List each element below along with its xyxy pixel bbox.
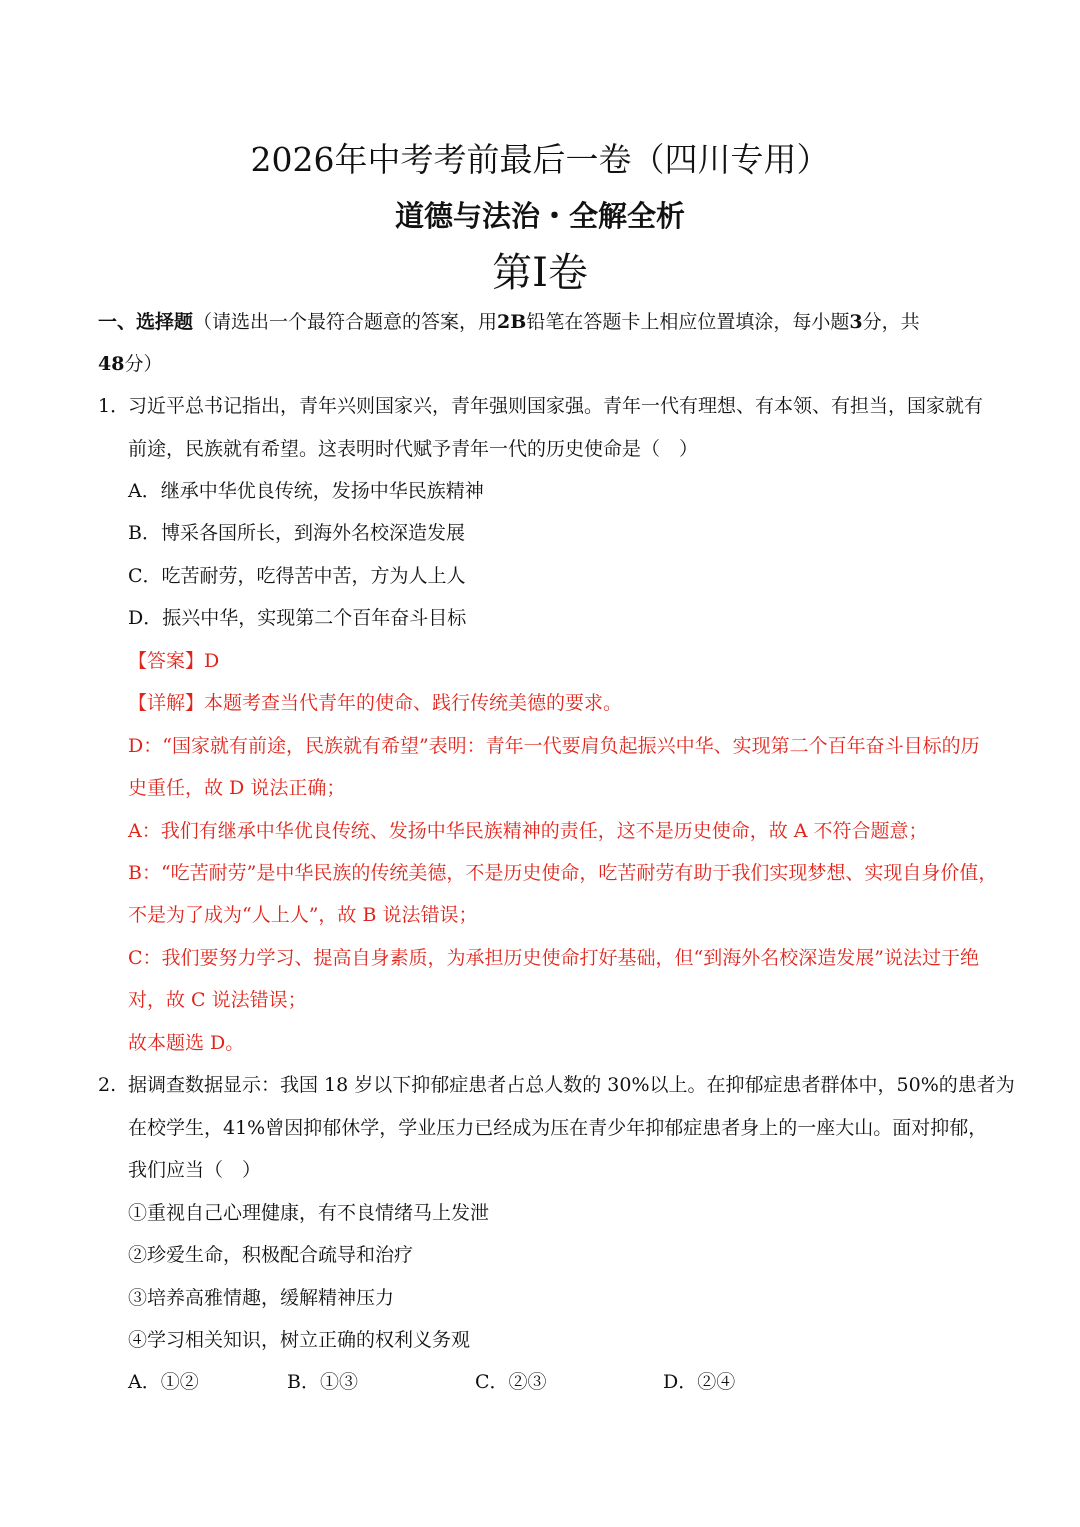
q1-option-c: C．吃苦耐劳，吃得苦中苦，方为人上人 (128, 565, 466, 587)
q1-answer: 【答案】D (128, 650, 220, 672)
section-instruction: 一、选择题（请选出一个最符合题意的答案，用2B铅笔在答题卡上相应位置填涂，每小题3分，共 (98, 311, 920, 333)
q1-explain-line: 史重任，故 D 说法正确； (128, 777, 346, 799)
q2-option-a: A．①② (128, 1371, 199, 1393)
exam-subtitle: 道德与法治・全解全析 (394, 199, 685, 233)
q1-option-a: A．继承中华优良传统，发扬中华民族精神 (128, 480, 484, 502)
q2-stem-line: 我们应当（ ） (128, 1159, 262, 1181)
q1-explain-line: 【详解】本题考查当代青年的使命、践行传统美德的要求。 (128, 692, 623, 714)
q2-item: ④学习相关知识，树立正确的权利义务观 (128, 1329, 471, 1351)
q2-stem-line: 在校学生，41%曾因抑郁休学，学业压力已经成为压在青少年抑郁症患者身上的一座大山。面对抑郁， (128, 1117, 988, 1139)
q1-explain-line: A：我们有继承中华优良传统、发扬中华民族精神的责任，这不是历史使命，故 A 不符合题意； (128, 820, 928, 842)
volume-heading: 第I卷 (492, 250, 588, 296)
q2-number: 2. (98, 1074, 117, 1096)
q1-stem-line: 习近平总书记指出，青年兴则国家兴，青年强则国家强。青年一代有理想、有本领、有担当，国家就有 (128, 395, 984, 417)
q2-item: ②珍爱生命，积极配合疏导和治疗 (128, 1244, 414, 1266)
q1-option-d: D．振兴中华，实现第二个百年奋斗目标 (128, 607, 467, 629)
q2-item: ①重视自己心理健康，有不良情绪马上发泄 (128, 1202, 490, 1224)
q2-option-d: D．②④ (663, 1371, 736, 1393)
q1-explain-line: B：“吃苦耐劳”是中华民族的传统美德，不是历史使命，吃苦耐劳有助于我们实现梦想、实现自身价值， (128, 862, 998, 884)
q1-explain-line: 对，故 C 说法错误； (128, 989, 307, 1011)
q2-stem-line: 据调查数据显示：我国 18 岁以下抑郁症患者占总人数的 30%以上。在抑郁症患者群体中，50%的患者为 (128, 1074, 1015, 1096)
q1-explain-line: C：我们要努力学习、提高自身素质，为承担历史使命打好基础，但“到海外名校深造发展”说法过于绝 (128, 947, 979, 969)
q1-option-b: B．博采各国所长，到海外名校深造发展 (128, 522, 465, 544)
section-instruction-cont: 48分） (98, 353, 163, 375)
exam-title: 2026年中考考前最后一卷（四川专用） (250, 140, 830, 179)
q2-option-c: C．②③ (475, 1371, 547, 1393)
q1-explain-line: D：“国家就有前途，民族就有希望”表明：青年一代要肩负起振兴中华、实现第二个百年奋斗目标的历 (128, 735, 980, 757)
q2-option-b: B．①③ (287, 1371, 358, 1393)
q1-explain-line: 故本题选 D。 (128, 1032, 245, 1054)
section-heading: 一、选择题 (98, 311, 194, 333)
q1-number: 1． (98, 395, 130, 417)
q2-item: ③培养高雅情趣，缓解精神压力 (128, 1287, 395, 1309)
q1-stem-line: 前途，民族就有希望。这表明时代赋予青年一代的历史使命是（ ） (128, 438, 699, 460)
q1-explain-line: 不是为了成为“人上人”，故 B 说法错误； (128, 904, 478, 926)
